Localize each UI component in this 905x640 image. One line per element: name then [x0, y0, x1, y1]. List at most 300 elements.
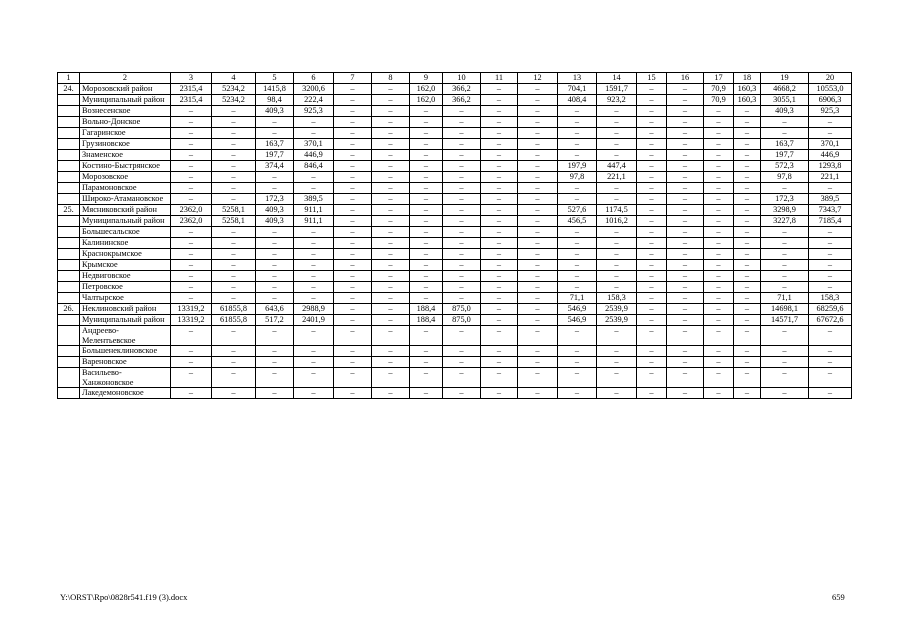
- value-cell: –: [212, 368, 256, 388]
- value-cell: –: [443, 194, 481, 205]
- value-cell: –: [212, 128, 256, 139]
- value-cell: –: [171, 161, 212, 172]
- value-cell: –: [294, 368, 334, 388]
- value-cell: 2315,4: [171, 95, 212, 106]
- value-cell: –: [667, 326, 704, 346]
- value-cell: –: [761, 249, 809, 260]
- header-cell: 8: [372, 73, 410, 84]
- value-cell: –: [637, 249, 667, 260]
- value-cell: –: [212, 227, 256, 238]
- value-cell: –: [256, 346, 294, 357]
- value-cell: –: [734, 282, 761, 293]
- value-cell: –: [667, 172, 704, 183]
- row-index: 24.: [58, 84, 80, 95]
- value-cell: –: [372, 216, 410, 227]
- value-cell: 4668,2: [761, 84, 809, 95]
- value-cell: –: [481, 172, 518, 183]
- value-cell: –: [518, 150, 558, 161]
- row-name: Морозовское: [80, 172, 171, 183]
- value-cell: –: [704, 346, 734, 357]
- value-cell: –: [443, 388, 481, 399]
- header-cell: 3: [171, 73, 212, 84]
- value-cell: –: [597, 117, 637, 128]
- value-cell: –: [558, 128, 597, 139]
- value-cell: –: [212, 293, 256, 304]
- table-row: [58, 183, 852, 194]
- value-cell: –: [558, 106, 597, 117]
- value-cell: –: [294, 346, 334, 357]
- value-cell: –: [481, 227, 518, 238]
- value-cell: –: [734, 106, 761, 117]
- value-cell: –: [212, 249, 256, 260]
- value-cell: –: [704, 194, 734, 205]
- value-cell: –: [518, 304, 558, 315]
- value-cell: –: [372, 172, 410, 183]
- value-cell: –: [481, 205, 518, 216]
- value-cell: 70,9: [704, 95, 734, 106]
- value-cell: –: [481, 139, 518, 150]
- table-row: [58, 346, 852, 357]
- value-cell: –: [518, 282, 558, 293]
- value-cell: –: [704, 238, 734, 249]
- value-cell: –: [809, 368, 852, 388]
- value-cell: –: [597, 282, 637, 293]
- value-cell: 2988,9: [294, 304, 334, 315]
- value-cell: –: [761, 357, 809, 368]
- value-cell: –: [734, 388, 761, 399]
- value-cell: –: [294, 282, 334, 293]
- row-index: [58, 293, 80, 304]
- header-cell: 7: [334, 73, 372, 84]
- value-cell: –: [372, 368, 410, 388]
- value-cell: 197,7: [761, 150, 809, 161]
- value-cell: –: [734, 315, 761, 326]
- value-cell: 2315,4: [171, 84, 212, 95]
- value-cell: –: [294, 260, 334, 271]
- value-cell: –: [212, 117, 256, 128]
- value-cell: 546,9: [558, 304, 597, 315]
- value-cell: –: [171, 117, 212, 128]
- value-cell: –: [171, 271, 212, 282]
- value-cell: –: [294, 388, 334, 399]
- value-cell: –: [734, 346, 761, 357]
- row-name: Андреево-Мелентьевское: [80, 326, 171, 346]
- value-cell: –: [667, 249, 704, 260]
- value-cell: –: [809, 227, 852, 238]
- value-cell: –: [597, 150, 637, 161]
- table-row: [58, 172, 852, 183]
- header-cell: 9: [410, 73, 443, 84]
- value-cell: –: [171, 139, 212, 150]
- value-cell: –: [334, 205, 372, 216]
- value-cell: –: [443, 249, 481, 260]
- value-cell: –: [518, 205, 558, 216]
- row-name: Недвиговское: [80, 271, 171, 282]
- table-row: [58, 249, 852, 260]
- header-cell: 18: [734, 73, 761, 84]
- value-cell: –: [734, 183, 761, 194]
- table-row: [58, 293, 852, 304]
- table-body: [58, 73, 852, 399]
- value-cell: –: [481, 282, 518, 293]
- value-cell: 911,1: [294, 216, 334, 227]
- value-cell: 3200,6: [294, 84, 334, 95]
- row-name: Крымское: [80, 260, 171, 271]
- value-cell: –: [256, 388, 294, 399]
- header-cell: 19: [761, 73, 809, 84]
- value-cell: –: [704, 161, 734, 172]
- value-cell: –: [481, 150, 518, 161]
- value-cell: 517,2: [256, 315, 294, 326]
- value-cell: –: [481, 368, 518, 388]
- value-cell: 923,2: [597, 95, 637, 106]
- value-cell: –: [171, 227, 212, 238]
- footer-file-path: Y:\ORST\Rpo\0828r541.f19 (3).docx: [60, 592, 188, 602]
- value-cell: –: [734, 249, 761, 260]
- value-cell: –: [212, 183, 256, 194]
- value-cell: –: [410, 357, 443, 368]
- value-cell: –: [334, 139, 372, 150]
- value-cell: –: [704, 282, 734, 293]
- value-cell: –: [212, 106, 256, 117]
- value-cell: –: [334, 388, 372, 399]
- value-cell: –: [212, 282, 256, 293]
- value-cell: –: [518, 260, 558, 271]
- value-cell: –: [256, 271, 294, 282]
- value-cell: –: [481, 84, 518, 95]
- value-cell: –: [294, 271, 334, 282]
- value-cell: –: [256, 117, 294, 128]
- value-cell: –: [410, 260, 443, 271]
- value-cell: –: [410, 271, 443, 282]
- value-cell: –: [481, 117, 518, 128]
- table-row: [58, 95, 852, 106]
- value-cell: 197,7: [256, 150, 294, 161]
- table-row: [58, 194, 852, 205]
- value-cell: –: [443, 260, 481, 271]
- value-cell: –: [734, 271, 761, 282]
- value-cell: –: [597, 388, 637, 399]
- value-cell: 14698,1: [761, 304, 809, 315]
- value-cell: –: [334, 282, 372, 293]
- value-cell: 409,3: [256, 106, 294, 117]
- value-cell: 221,1: [597, 172, 637, 183]
- value-cell: –: [597, 183, 637, 194]
- value-cell: –: [294, 172, 334, 183]
- row-index: [58, 106, 80, 117]
- value-cell: –: [518, 357, 558, 368]
- value-cell: –: [171, 388, 212, 399]
- table-row: [58, 368, 852, 388]
- value-cell: 68259,6: [809, 304, 852, 315]
- value-cell: –: [443, 271, 481, 282]
- row-name: Грузиновское: [80, 139, 171, 150]
- value-cell: –: [734, 161, 761, 172]
- value-cell: –: [372, 388, 410, 399]
- value-cell: 160,3: [734, 84, 761, 95]
- row-name: Муниципальный район: [80, 95, 171, 106]
- value-cell: –: [809, 260, 852, 271]
- value-cell: –: [212, 346, 256, 357]
- value-cell: –: [637, 260, 667, 271]
- row-name: Краснокрымское: [80, 249, 171, 260]
- value-cell: 3298,9: [761, 205, 809, 216]
- value-cell: –: [212, 260, 256, 271]
- value-cell: 1415,8: [256, 84, 294, 95]
- value-cell: –: [734, 368, 761, 388]
- header-cell: 14: [597, 73, 637, 84]
- value-cell: –: [372, 106, 410, 117]
- value-cell: –: [171, 128, 212, 139]
- value-cell: –: [256, 293, 294, 304]
- value-cell: –: [637, 315, 667, 326]
- value-cell: –: [334, 249, 372, 260]
- value-cell: –: [334, 271, 372, 282]
- value-cell: 7343,7: [809, 205, 852, 216]
- value-cell: –: [372, 183, 410, 194]
- value-cell: 925,3: [294, 106, 334, 117]
- header-cell: 17: [704, 73, 734, 84]
- value-cell: 846,4: [294, 161, 334, 172]
- value-cell: –: [481, 95, 518, 106]
- value-cell: –: [372, 227, 410, 238]
- value-cell: –: [761, 388, 809, 399]
- value-cell: –: [481, 260, 518, 271]
- value-cell: –: [443, 117, 481, 128]
- value-cell: –: [734, 117, 761, 128]
- value-cell: 546,9: [558, 315, 597, 326]
- value-cell: –: [558, 368, 597, 388]
- value-cell: –: [667, 304, 704, 315]
- value-cell: –: [481, 271, 518, 282]
- row-name: Лакедемоновское: [80, 388, 171, 399]
- value-cell: –: [212, 150, 256, 161]
- value-cell: –: [334, 150, 372, 161]
- value-cell: –: [372, 346, 410, 357]
- value-cell: 5258,1: [212, 216, 256, 227]
- row-index: [58, 150, 80, 161]
- value-cell: –: [558, 249, 597, 260]
- value-cell: –: [372, 304, 410, 315]
- value-cell: –: [171, 357, 212, 368]
- value-cell: –: [637, 205, 667, 216]
- table-row: [58, 139, 852, 150]
- value-cell: –: [334, 368, 372, 388]
- value-cell: –: [518, 172, 558, 183]
- value-cell: –: [667, 388, 704, 399]
- value-cell: 67672,6: [809, 315, 852, 326]
- value-cell: –: [334, 194, 372, 205]
- value-cell: –: [597, 346, 637, 357]
- value-cell: –: [761, 282, 809, 293]
- value-cell: –: [171, 238, 212, 249]
- value-cell: –: [481, 346, 518, 357]
- value-cell: –: [704, 271, 734, 282]
- table-row: [58, 84, 852, 95]
- value-cell: –: [294, 293, 334, 304]
- value-cell: 875,0: [443, 304, 481, 315]
- value-cell: –: [558, 326, 597, 346]
- value-cell: 7185,4: [809, 216, 852, 227]
- value-cell: –: [667, 150, 704, 161]
- row-name: Гагаринское: [80, 128, 171, 139]
- value-cell: –: [372, 205, 410, 216]
- value-cell: 13319,2: [171, 315, 212, 326]
- value-cell: –: [558, 183, 597, 194]
- value-cell: 172,3: [256, 194, 294, 205]
- value-cell: –: [704, 128, 734, 139]
- row-name: Мясниковский район: [80, 205, 171, 216]
- value-cell: –: [809, 282, 852, 293]
- value-cell: –: [518, 194, 558, 205]
- value-cell: –: [761, 326, 809, 346]
- row-index: [58, 139, 80, 150]
- value-cell: –: [372, 271, 410, 282]
- row-name: Большесальское: [80, 227, 171, 238]
- value-cell: –: [372, 238, 410, 249]
- value-cell: –: [372, 249, 410, 260]
- value-cell: –: [334, 304, 372, 315]
- value-cell: 1016,2: [597, 216, 637, 227]
- value-cell: –: [518, 388, 558, 399]
- value-cell: 172,3: [761, 194, 809, 205]
- value-cell: –: [704, 205, 734, 216]
- value-cell: –: [667, 227, 704, 238]
- value-cell: –: [734, 205, 761, 216]
- value-cell: –: [410, 368, 443, 388]
- value-cell: –: [597, 227, 637, 238]
- value-cell: –: [334, 293, 372, 304]
- value-cell: –: [734, 172, 761, 183]
- value-cell: –: [667, 183, 704, 194]
- value-cell: –: [372, 194, 410, 205]
- value-cell: –: [212, 326, 256, 346]
- value-cell: –: [410, 249, 443, 260]
- row-name: Вознесенское: [80, 106, 171, 117]
- value-cell: –: [558, 150, 597, 161]
- value-cell: –: [481, 304, 518, 315]
- value-cell: –: [334, 128, 372, 139]
- value-cell: –: [637, 128, 667, 139]
- value-cell: –: [667, 282, 704, 293]
- row-index: 26.: [58, 304, 80, 315]
- value-cell: 163,7: [256, 139, 294, 150]
- value-cell: 370,1: [294, 139, 334, 150]
- header-cell: 6: [294, 73, 334, 84]
- value-cell: –: [809, 271, 852, 282]
- value-cell: –: [809, 238, 852, 249]
- value-cell: –: [637, 150, 667, 161]
- row-index: [58, 117, 80, 128]
- value-cell: –: [256, 128, 294, 139]
- value-cell: –: [734, 128, 761, 139]
- value-cell: –: [372, 282, 410, 293]
- value-cell: –: [481, 216, 518, 227]
- value-cell: –: [518, 326, 558, 346]
- value-cell: –: [212, 172, 256, 183]
- value-cell: 197,9: [558, 161, 597, 172]
- value-cell: –: [410, 282, 443, 293]
- value-cell: –: [334, 95, 372, 106]
- value-cell: –: [171, 346, 212, 357]
- value-cell: –: [667, 260, 704, 271]
- value-cell: 3055,1: [761, 95, 809, 106]
- value-cell: 572,3: [761, 161, 809, 172]
- value-cell: 3227,8: [761, 216, 809, 227]
- row-name: Неклиновский район: [80, 304, 171, 315]
- value-cell: 366,2: [443, 84, 481, 95]
- value-cell: –: [410, 183, 443, 194]
- header-cell: 1: [58, 73, 80, 84]
- value-cell: –: [667, 106, 704, 117]
- value-cell: –: [704, 150, 734, 161]
- value-cell: –: [294, 117, 334, 128]
- header-cell: 4: [212, 73, 256, 84]
- value-cell: –: [443, 282, 481, 293]
- value-cell: –: [761, 346, 809, 357]
- value-cell: –: [481, 161, 518, 172]
- value-cell: –: [667, 161, 704, 172]
- value-cell: 704,1: [558, 84, 597, 95]
- value-cell: 70,9: [704, 84, 734, 95]
- value-cell: –: [704, 293, 734, 304]
- value-cell: –: [256, 227, 294, 238]
- value-cell: 409,3: [256, 205, 294, 216]
- value-cell: –: [334, 260, 372, 271]
- row-name: Большенеклиновское: [80, 346, 171, 357]
- value-cell: –: [704, 172, 734, 183]
- value-cell: –: [667, 238, 704, 249]
- row-index: [58, 357, 80, 368]
- row-name: Вареновское: [80, 357, 171, 368]
- value-cell: –: [667, 357, 704, 368]
- value-cell: 162,0: [410, 84, 443, 95]
- value-cell: –: [518, 95, 558, 106]
- value-cell: –: [667, 194, 704, 205]
- value-cell: –: [637, 106, 667, 117]
- value-cell: –: [704, 227, 734, 238]
- value-cell: –: [667, 315, 704, 326]
- table-row: [58, 205, 852, 216]
- value-cell: –: [410, 326, 443, 346]
- value-cell: –: [518, 117, 558, 128]
- value-cell: –: [734, 227, 761, 238]
- value-cell: –: [809, 388, 852, 399]
- value-cell: –: [809, 128, 852, 139]
- table-row: [58, 227, 852, 238]
- value-cell: 221,1: [809, 172, 852, 183]
- value-cell: –: [597, 249, 637, 260]
- value-cell: –: [761, 128, 809, 139]
- value-cell: –: [667, 205, 704, 216]
- value-cell: –: [597, 128, 637, 139]
- value-cell: –: [518, 84, 558, 95]
- value-cell: 97,8: [761, 172, 809, 183]
- value-cell: –: [481, 249, 518, 260]
- value-cell: –: [704, 106, 734, 117]
- value-cell: –: [481, 388, 518, 399]
- header-cell: 12: [518, 73, 558, 84]
- value-cell: –: [171, 260, 212, 271]
- value-cell: 875,0: [443, 315, 481, 326]
- value-cell: –: [667, 271, 704, 282]
- value-cell: –: [734, 139, 761, 150]
- value-cell: 925,3: [809, 106, 852, 117]
- value-cell: –: [410, 346, 443, 357]
- value-cell: –: [558, 271, 597, 282]
- value-cell: –: [256, 183, 294, 194]
- value-cell: –: [212, 271, 256, 282]
